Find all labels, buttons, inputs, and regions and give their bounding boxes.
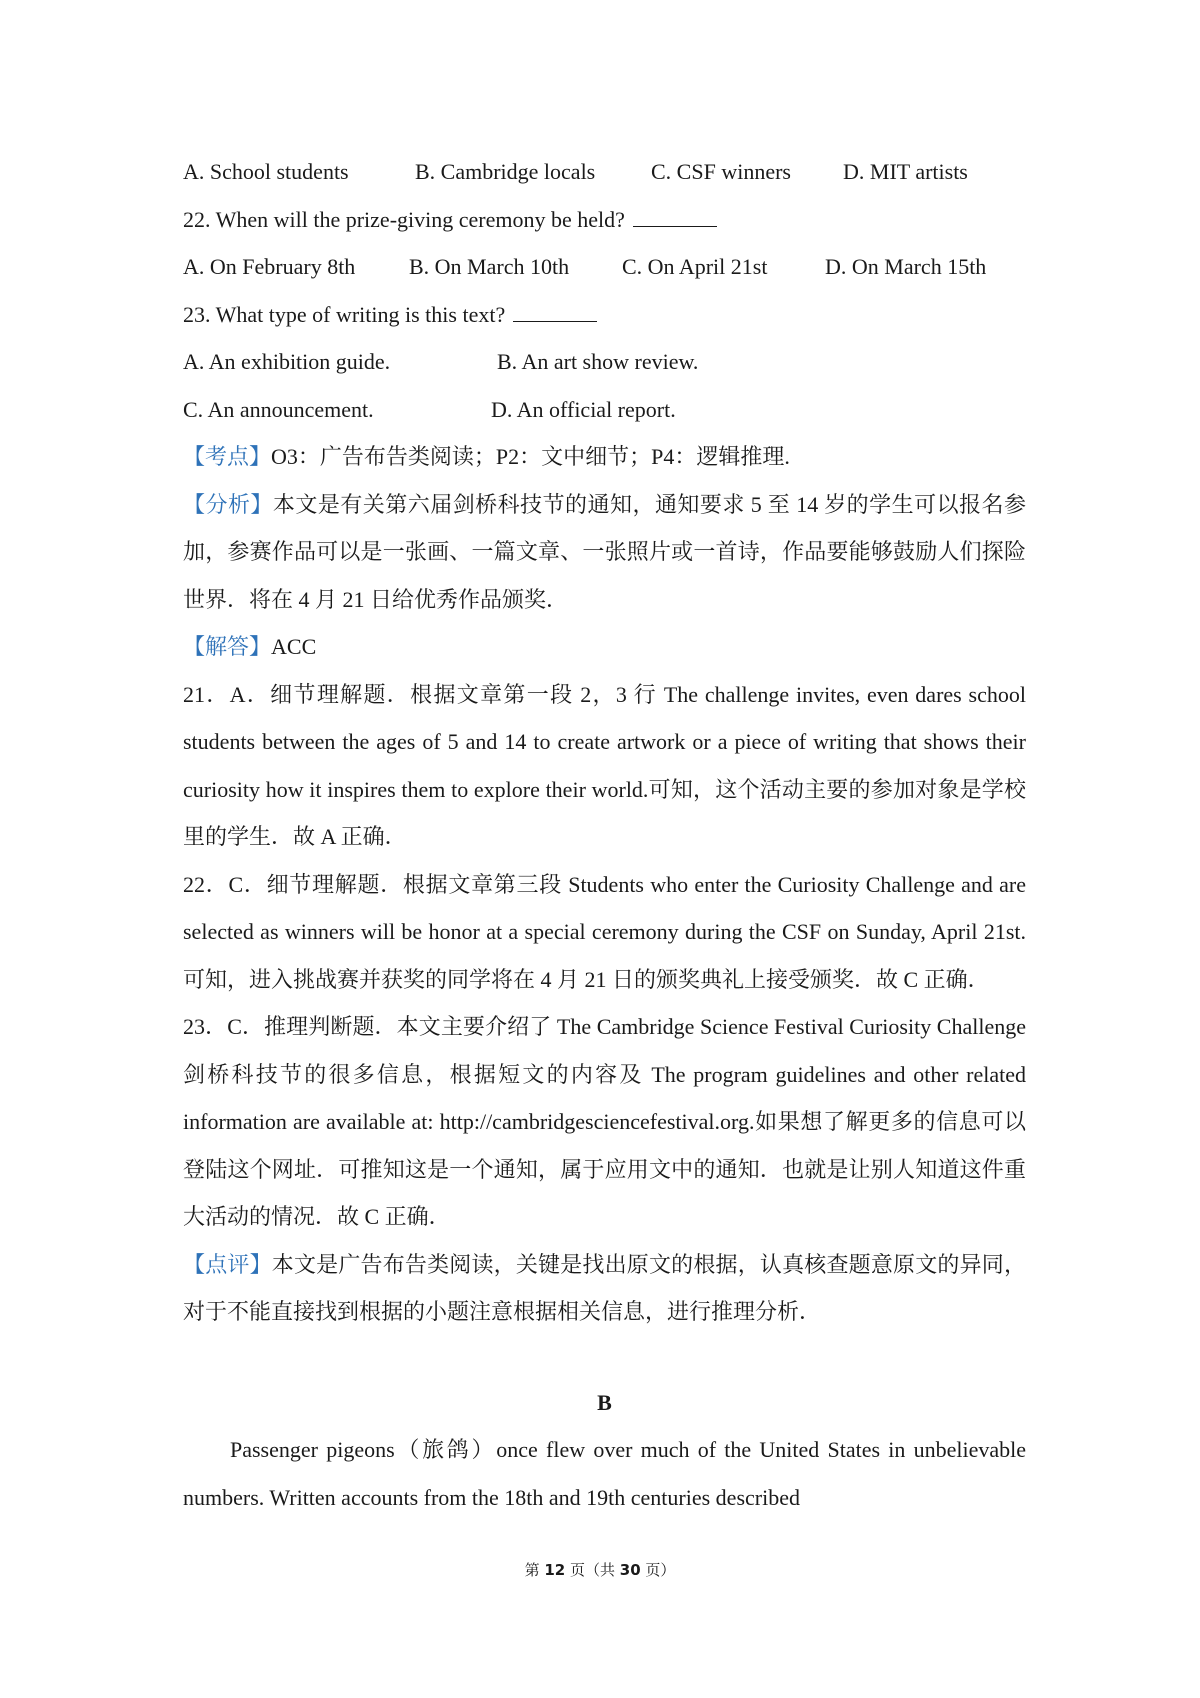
section-b-heading: B <box>597 1389 612 1415</box>
q23-option-d: D. An official report. <box>491 396 676 422</box>
footer-prefix: 第 <box>524 1561 545 1579</box>
explanation-21: 21．A．细节理解题．根据文章第一段 2，3 行 The challenge invites, even dares school students between the ages of 5 and 14 to create artwork or a piece of writing that shows their curiosity how it inspires them to explore their world.可知，这个活动主要的参加对象是学校里的学生．故 A 正确． <box>183 681 1026 849</box>
q23-options-row2 <box>183 386 1026 434</box>
q21-options <box>183 148 1026 196</box>
q22-option-a: A. On February 8th <box>183 254 356 279</box>
q22-option-d: D. On March 15th <box>825 254 987 279</box>
footer-page-number: 12 <box>544 1561 566 1579</box>
q21-option-b: B. Cambridge locals <box>415 159 596 184</box>
q23-option-c: C. An announcement. <box>183 396 374 422</box>
footer-middle: 页（共 <box>565 1561 620 1579</box>
answer-blank <box>633 204 717 227</box>
page-footer <box>0 1559 1200 1580</box>
dianping-section <box>183 1241 1026 1336</box>
document-page <box>183 148 1026 1521</box>
section-b-passage: Passenger pigeons（旅鸽）once flew over much of the United States in unbelievable numbers. Written accounts from the 18th and 19th centuries described <box>183 1437 1026 1510</box>
jieda-tag: 【解答】 <box>183 634 272 659</box>
fenxi-text: 本文是有关第六届剑桥科技节的通知，通知要求 5 至 14 岁的学生可以报名参加，参赛作品可以是一张画、一篇文章、一张照片或一首诗，作品要能够鼓励人们探险世界．将在 4 月 21 日给优秀作品颁奖． <box>183 491 1026 612</box>
kaodian-section <box>183 433 1026 481</box>
dianping-tag: 【点评】 <box>183 1251 272 1277</box>
q23-option-b: B. An art show review. <box>497 349 699 374</box>
q22-question: 22. When will the prize-giving ceremony be held? <box>183 206 625 232</box>
q23-question-line <box>183 291 1026 339</box>
q22-options <box>183 243 1026 291</box>
dianping-text: 本文是广告布告类阅读，关键是找出原文的根据，认真核查题意原文的异同，对于不能直接找到根据的小题注意根据相关信息，进行推理分析． <box>183 1251 1026 1324</box>
fenxi-tag: 【分析】 <box>183 491 273 517</box>
q21-option-d: D. MIT artists <box>843 159 968 184</box>
q22-question-line <box>183 196 1026 244</box>
kaodian-tag: 【考点】 <box>183 444 272 469</box>
explanation-23: 23．C．推理判断题．本文主要介绍了 The Cambridge Science Festival Curiosity Challenge 剑桥科技节的很多信息，根据短文的内容及 The program guidelines and other related information are available at: http://cambridgesciencefestival.org.如果想了解更多的信息可以登陆这个网址．可推知这是一个通知，属于应用文中的通知．也就是让别人知道这件重大活动的情况．故 C 正确． <box>183 1014 1026 1229</box>
q21-option-a: A. School students <box>183 159 349 184</box>
q21-option-c: C. CSF winners <box>651 159 791 184</box>
q23-options-row1 <box>183 338 1026 386</box>
footer-total-pages: 30 <box>619 1561 641 1579</box>
explanation-22: 22．C．细节理解题．根据文章第三段 Students who enter the Curiosity Challenge and are selected as winners will be honor at a special ceremony during the CSF on Sunday, April 21st. 可知，进入挑战赛并获奖的同学将在 4 月 21 日的颁奖典礼上接受颁奖．故 C 正确． <box>183 871 1026 992</box>
q23-option-a: A. An exhibition guide. <box>183 349 391 374</box>
q23-question: 23. What type of writing is this text? <box>183 301 506 327</box>
jieda-section <box>183 623 1026 671</box>
q22-option-c: C. On April 21st <box>622 254 768 279</box>
footer-suffix: 页） <box>640 1561 676 1579</box>
kaodian-text: O3：广告布告类阅读；P2：文中细节；P4：逻辑推理. <box>271 444 790 469</box>
answer-blank <box>513 299 597 322</box>
q22-option-b: B. On March 10th <box>409 254 570 279</box>
jieda-text: ACC <box>271 634 317 659</box>
fenxi-section <box>183 481 1026 624</box>
